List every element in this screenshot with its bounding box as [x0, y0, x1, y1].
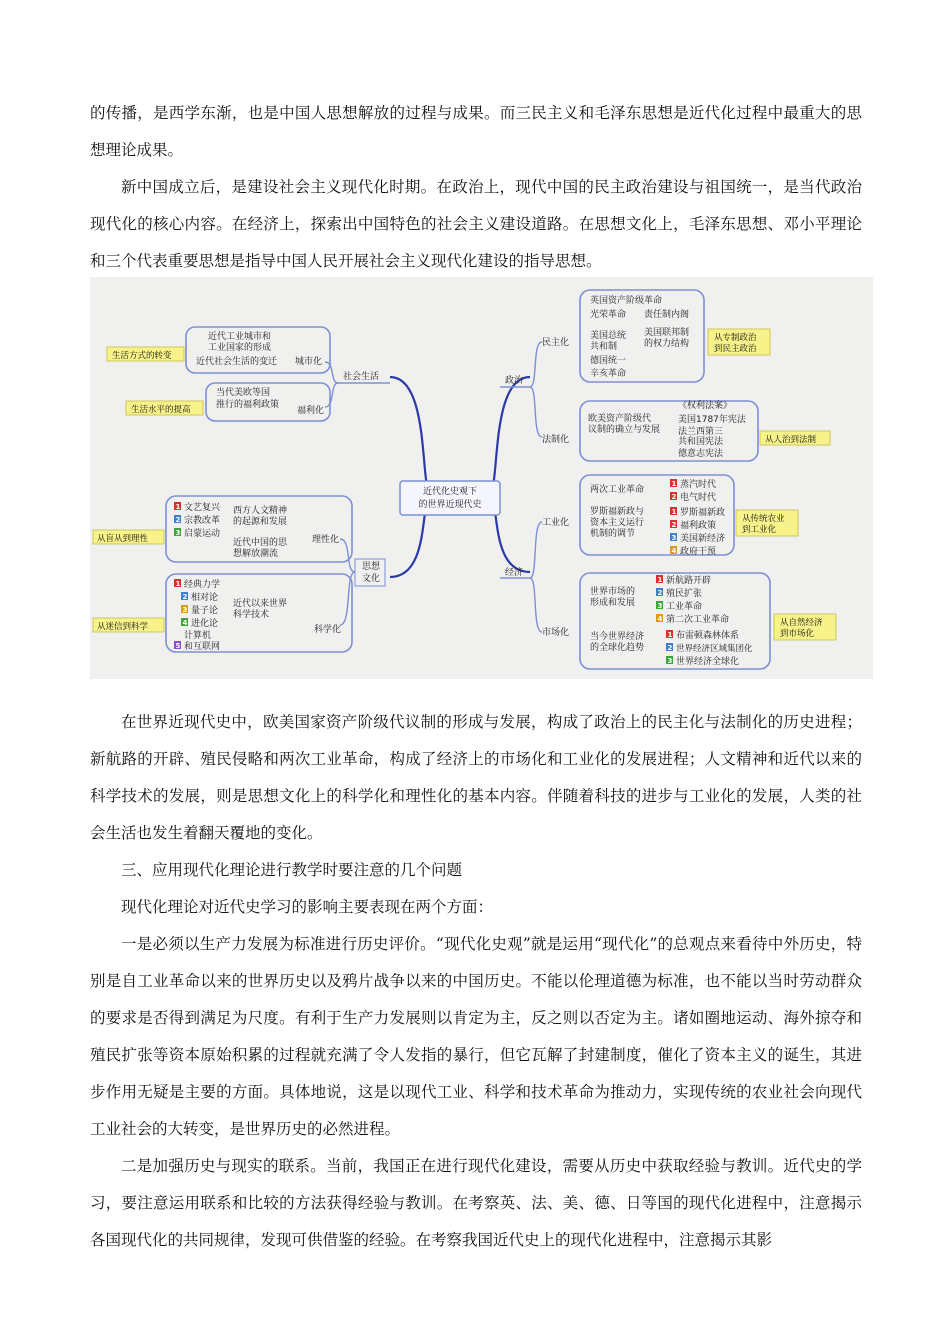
science-item-1: 近代以来世界 [233, 599, 288, 609]
badge-internet: 和互联网 [184, 642, 221, 652]
svg-text:1: 1 [175, 503, 181, 511]
badge-gov-intervention: 政府干预 [680, 547, 717, 557]
badge-relativity: 相对论 [191, 593, 219, 603]
svg-text:5: 5 [175, 642, 181, 650]
center-node [400, 481, 500, 515]
badge-colonial: 殖民扩张 [666, 589, 703, 599]
svg-text:1: 1 [671, 508, 677, 516]
note-blind-to-rational-text: 从盲从到理性 [97, 534, 149, 544]
law-item-5: 法兰西第三 [678, 427, 724, 437]
law-item-3: 《权利法案》 [678, 401, 733, 411]
svg-text:1: 1 [667, 631, 673, 639]
note-autocracy-line1: 从专制政治 [714, 333, 757, 343]
rational-item-3: 近代中国的思 [233, 538, 288, 548]
ind-item-3: 资本主义运行 [590, 518, 645, 528]
note-superstition-to-science-text: 从迷信到科学 [97, 622, 149, 632]
svg-text:1: 1 [671, 480, 677, 488]
node-social-life: 社会生活 [343, 372, 380, 382]
svg-text:2: 2 [667, 644, 673, 652]
law-item-2: 议制的确立与发展 [588, 425, 661, 435]
law-item-6: 共和国宪法 [678, 437, 724, 447]
science-badges [174, 578, 220, 652]
note-agri-line2: 到工业化 [742, 525, 777, 535]
badge-quantum: 量子论 [191, 606, 219, 616]
paragraph-point-two: 二是加强历史与现实的联系。当前，我国正在进行现代化建设，需要从历史中获取经验与教训。近代史的学习，要注意运用联系和比较的方法获得经验与教训。在考察英、法、美、德、日等国的现代化进程中，注意揭示各国现代化的共同规律，发现可供借鉴的经验。在考察我国近代史上的现代化进程中，注意揭示其影 [90, 1157, 862, 1249]
city-item-2: 工业国家的形成 [208, 343, 272, 353]
svg-text:3: 3 [667, 657, 673, 665]
node-rationalization: 理性化 [312, 535, 340, 545]
ind-item-2: 罗斯福新政与 [590, 507, 645, 517]
badge-electric-age: 电气时代 [680, 493, 717, 503]
badge-new-deal: 罗斯福新政 [680, 508, 726, 518]
note-living-standard-text: 生活水平的提高 [131, 405, 191, 415]
svg-text:1: 1 [657, 576, 663, 584]
svg-text:4: 4 [671, 547, 677, 555]
center-label-line1: 近代化史观下 [422, 487, 478, 497]
dem-item-7: 的权力结构 [644, 339, 690, 349]
branch-social-life [107, 327, 390, 421]
city-item-3: 近代社会生活的变迁 [196, 357, 278, 367]
node-scientification: 科学化 [314, 625, 342, 635]
badge-evolution: 进化论 [191, 619, 219, 629]
note-agri-line1: 从传统农业 [742, 514, 785, 524]
rational-badges [174, 501, 221, 539]
note-rule-of-man-to-law-text: 从人治到法制 [765, 435, 817, 445]
mkt-item-3: 当今世界经济 [590, 632, 645, 642]
node-politics: 政治 [505, 376, 524, 386]
node-marketization: 市场化 [542, 628, 570, 638]
node-thought-line2: 文化 [362, 574, 381, 584]
badge-regional-blocs: 世界经济区域集团化 [676, 644, 753, 654]
svg-text:4: 4 [182, 619, 188, 627]
law-item-1: 欧美资产阶级代 [588, 414, 652, 424]
node-economy: 经济 [505, 568, 524, 578]
mkt-item-1: 世界市场的 [590, 587, 636, 597]
law-item-4: 美国1787年宪法 [678, 415, 746, 425]
badge-new-economy: 美国新经济 [680, 534, 726, 544]
dem-item-8: 德国统一 [590, 356, 627, 366]
rational-item-2: 的起源和发展 [233, 517, 288, 527]
badge-reformation: 宗教改革 [184, 516, 221, 526]
badge-welfare-policy: 福利政策 [680, 521, 717, 531]
note-natural-line1: 从自然经济 [780, 618, 823, 628]
badge-globalization: 世界经济全球化 [676, 657, 740, 667]
node-legalization: 法制化 [542, 435, 570, 445]
badge-mechanics: 经典力学 [184, 580, 221, 590]
law-item-7: 德意志宪法 [678, 449, 724, 459]
node-industrialization: 工业化 [542, 518, 570, 528]
branch-politics [500, 290, 830, 461]
svg-text:3: 3 [175, 529, 181, 537]
rational-item-1: 西方人文精神 [233, 506, 288, 516]
svg-text:2: 2 [175, 516, 181, 524]
mkt-item-4: 的全球化趋势 [590, 643, 645, 653]
mkt-item-2: 形成和发展 [590, 598, 636, 608]
node-thought-line1: 思想 [362, 562, 381, 572]
badge-computer: 计算机 [184, 631, 212, 641]
dem-item-1: 英国资产阶级革命 [590, 296, 663, 306]
svg-text:2: 2 [671, 521, 677, 529]
dem-item-5: 共和制 [590, 342, 618, 352]
svg-text:2: 2 [182, 593, 188, 601]
dem-item-6: 美国联邦制 [644, 328, 690, 338]
dem-item-2: 光荣革命 [590, 310, 627, 320]
badge-renaissance: 文艺复兴 [184, 503, 221, 513]
note-autocracy-line2: 到民主政治 [714, 344, 757, 354]
section-heading-3: 三、应用现代化理论进行教学时要注意的几个问题 [121, 861, 463, 879]
badge-enlightenment: 启蒙运动 [184, 529, 221, 539]
ind-item-4: 机制的调节 [590, 529, 636, 539]
paragraph-continuation: 的传播，是西学东渐，也是中国人思想解放的过程与成果。而三民主义和毛泽东思想是近代化过程中最重大的思想理论成果。 [90, 104, 862, 159]
paragraph-point-one: 一是必须以生产力发展为标准进行历史评价。“现代化史观”就是运用“现代化”的总观点来看待中外历史，特别是自工业革命以来的世界历史以及鸦片战争以来的中国历史。不能以伦理道德为标准，也不能以当时劳动群众的要求是否得到满足为尺度。有利于生产力发展则以肯定为主，反之则以否定为主。诸如圈地运动、海外掠夺和殖民扩张等资本原始积累的过程就充满了令人发指的暴行，但它瓦解了封建制度，催化了资本主义的诞生，其进步作用无疑是主要的方面。具体地说，这是以现代工业、科学和技术革命为推动力，实现传统的农业社会向现代工业社会的大转变，是世界历史的必然进程。 [90, 935, 862, 1138]
svg-text:4: 4 [657, 615, 663, 623]
svg-text:3: 3 [657, 602, 663, 610]
branch-economy [500, 475, 836, 669]
node-democratization: 民主化 [542, 338, 570, 348]
center-label-line2: 的世界近现代史 [418, 500, 482, 510]
city-item-1: 近代工业城市和 [208, 332, 272, 342]
svg-text:3: 3 [671, 534, 677, 542]
paragraph-new-china: 新中国成立后，是建设社会主义现代化时期。在政治上，现代中国的民主政治建设与祖国统一，是当代政治现代化的核心内容。在经济上，探索出中国特色的社会主义建设道路。在思想文化上，毛泽东思想、邓小平理论和三个代表重要思想是指导中国人民开展社会主义现代化建设的指导思想。 [90, 178, 862, 270]
badge-steam-age: 蒸汽时代 [680, 480, 717, 490]
welfare-item-2: 推行的福利政策 [216, 400, 280, 410]
note-natural-line2: 到市场化 [780, 629, 815, 639]
dem-item-4: 美国总统 [590, 331, 627, 341]
branch-thought-culture [93, 496, 385, 652]
svg-text:3: 3 [182, 606, 188, 614]
dem-item-9: 辛亥革命 [590, 369, 627, 379]
mind-map-figure [90, 277, 873, 679]
paragraph-summary: 在世界近现代史中，欧美国家资产阶级代议制的形成与发展，构成了政治上的民主化与法制化的历史进程；新航路的开辟、殖民侵略和两次工业革命，构成了经济上的市场化和工业化的发展进程；人文精神和近代以来的科学技术的发展，则是思想文化上的科学化和理性化的基本内容。伴随着科技的进步与工业化的发展，人类的社会生活也发生着翻天覆地的变化。 [90, 713, 862, 842]
paragraph-intro-two-aspects: 现代化理论对近代史学习的影响主要表现在两个方面： [121, 898, 494, 916]
badge-new-route: 新航路开辟 [666, 576, 712, 586]
rational-item-4: 想解放潮流 [233, 549, 279, 559]
svg-text:2: 2 [657, 589, 663, 597]
ind-item-1: 两次工业革命 [590, 485, 645, 495]
welfare-item-1: 当代美欧等国 [216, 388, 271, 398]
science-item-2: 科学技术 [233, 610, 270, 620]
note-lifestyle-text: 生活方式的转变 [112, 351, 172, 361]
node-welfare: 福利化 [297, 406, 325, 416]
badge-industrial-rev: 工业革命 [666, 602, 703, 612]
node-urbanization: 城市化 [295, 357, 323, 367]
svg-text:1: 1 [175, 580, 181, 588]
badge-bretton-woods: 布雷顿森林体系 [676, 631, 740, 641]
dem-item-3: 责任制内阁 [644, 310, 690, 320]
badge-second-ind-rev: 第二次工业革命 [666, 615, 730, 625]
svg-text:2: 2 [671, 493, 677, 501]
